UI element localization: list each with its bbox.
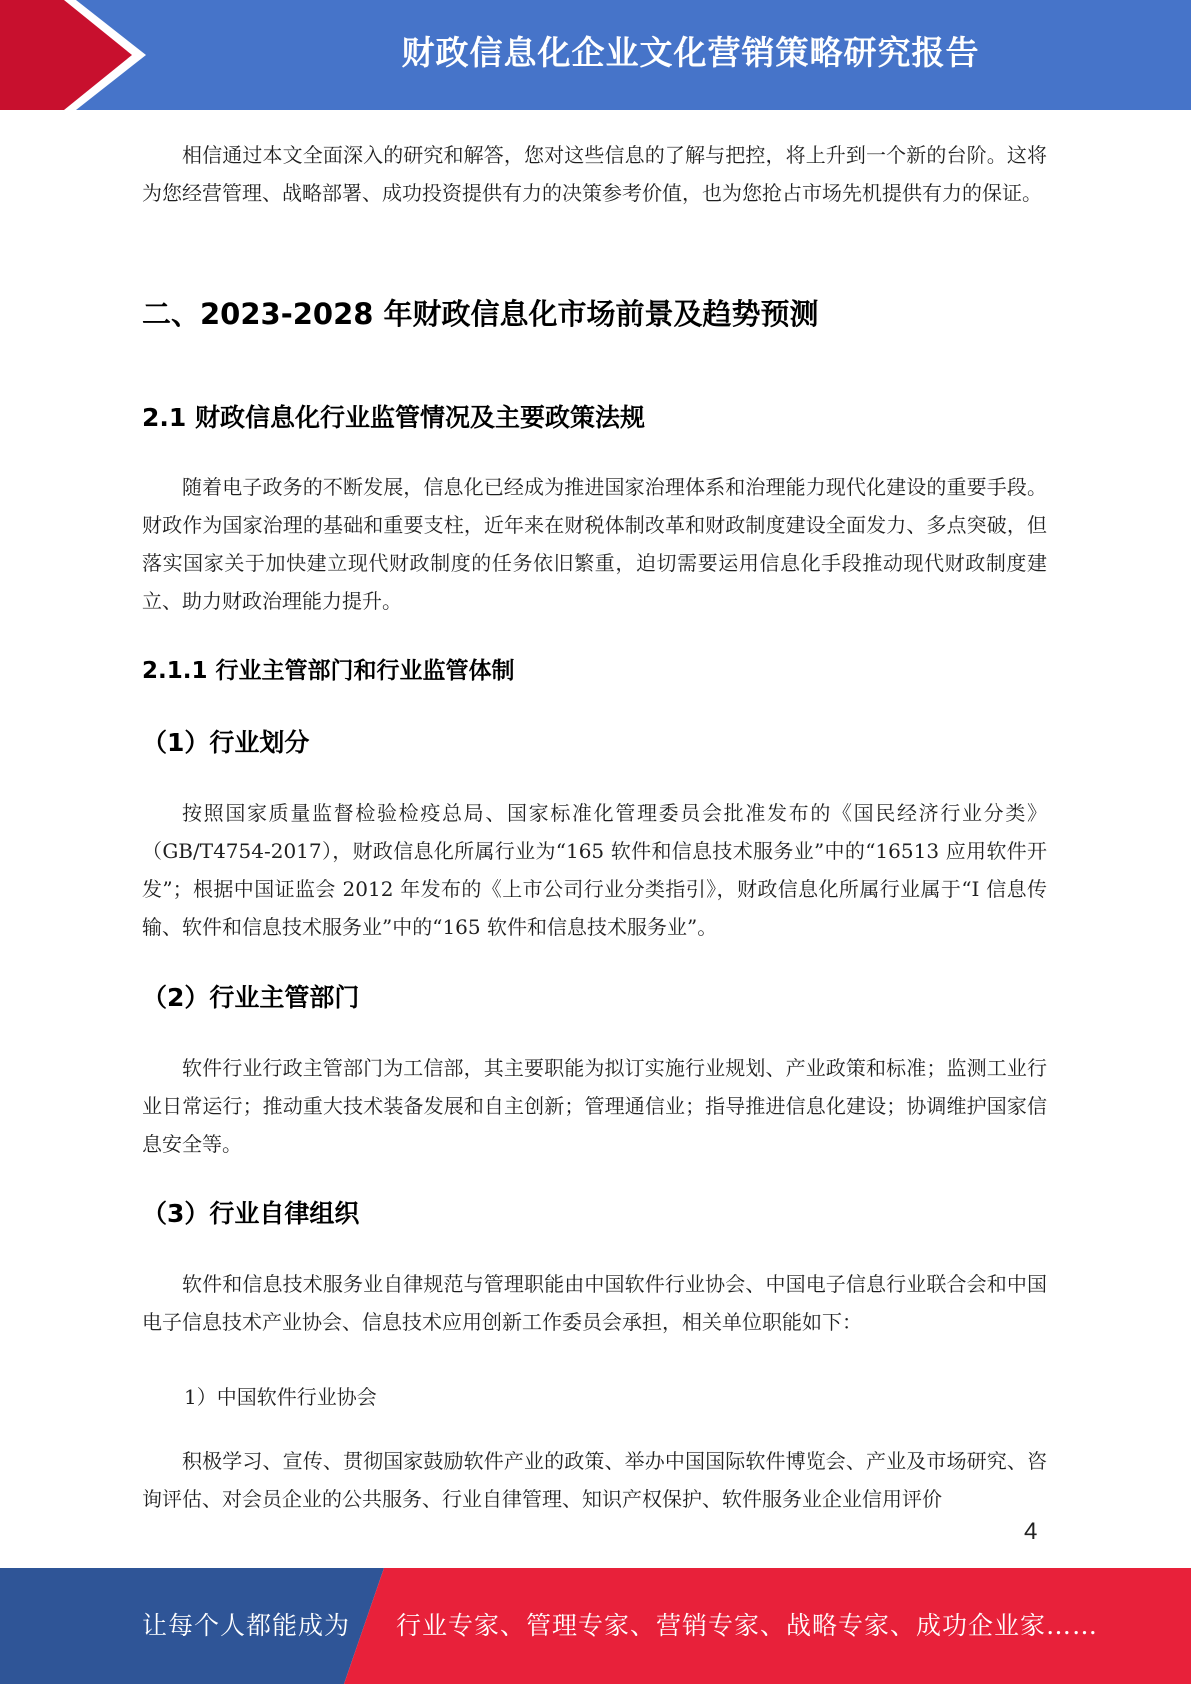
report-title: 财政信息化企业文化营销策略研究报告 [401, 33, 980, 72]
item-heading-classification: （1）行业划分 [142, 728, 310, 757]
section-heading: 二、2023-2028 年财政信息化市场前景及趋势预测 [142, 297, 819, 331]
page-header [0, 0, 1191, 110]
list-item-paragraph: 积极学习、宣传、贯彻国家鼓励软件产业的政策、举办中国国际软件博览会、产业及市场研究、咨询评估、对会员企业的公共服务、行业自律管理、知识产权保护、软件服务业企业信用评价 [142, 1449, 1047, 1511]
item-paragraph-classification: 按照国家质量监督检验检疫总局、国家标准化管理委员会批准发布的《国民经济行业分类》（GB/T4754-2017），财政信息化所属行业为“165 软件和信息技术服务业”中的“16513 应用软件开发”；根据中国证监会 2012 年发布的《上市公司行业分类指引》，财政信息化所属行业属于“I 信息传输、软件和信息技术服务业”中的“165 软件和信息技术服务业”。 [142, 801, 1047, 939]
item-heading-authority: （2）行业主管部门 [142, 983, 360, 1012]
footer-slogan-right: 行业专家、管理专家、营销专家、战略专家、成功企业家…… [396, 1611, 1099, 1640]
page-footer [0, 1568, 1191, 1684]
sub-subsection-heading: 2.1.1 行业主管部门和行业监管体制 [142, 658, 515, 684]
item-paragraph-self-regulation: 软件和信息技术服务业自律规范与管理职能由中国软件行业协会、中国电子信息行业联合会和中国电子信息技术产业协会、信息技术应用创新工作委员会承担，相关单位职能如下： [142, 1272, 1047, 1334]
subsection-heading: 2.1 财政信息化行业监管情况及主要政策法规 [142, 403, 645, 432]
item-paragraph-authority: 软件行业行政主管部门为工信部，其主要职能为拟订实施行业规划、产业政策和标准；监测工业行业日常运行；推动重大技术装备发展和自主创新；管理通信业；指导推进信息化建设；协调维护国家信息安全等。 [142, 1056, 1047, 1156]
intro-paragraph: 相信通过本文全面深入的研究和解答，您对这些信息的了解与把控，将上升到一个新的台阶。这将为您经营管理、战略部署、成功投资提供有力的决策参考价值，也为您抢占市场先机提供有力的保证。 [142, 143, 1047, 205]
footer-slogan-left: 让每个人都能成为 [142, 1611, 351, 1640]
subsection-paragraph: 随着电子政务的不断发展，信息化已经成为推进国家治理体系和治理能力现代化建设的重要手段。财政作为国家治理的基础和重要支柱，近年来在财税体制改革和财政制度建设全面发力、多点突破，但落实国家关于加快建立现代财政制度的任务依旧繁重，迫切需要运用信息化手段推动现代财政制度建立、助力财政治理能力提升。 [142, 475, 1047, 613]
page-number: 4 [1024, 1518, 1038, 1545]
list-item-label: 1）中国软件行业协会 [184, 1385, 377, 1409]
item-heading-self-regulation: （3）行业自律组织 [142, 1199, 360, 1228]
